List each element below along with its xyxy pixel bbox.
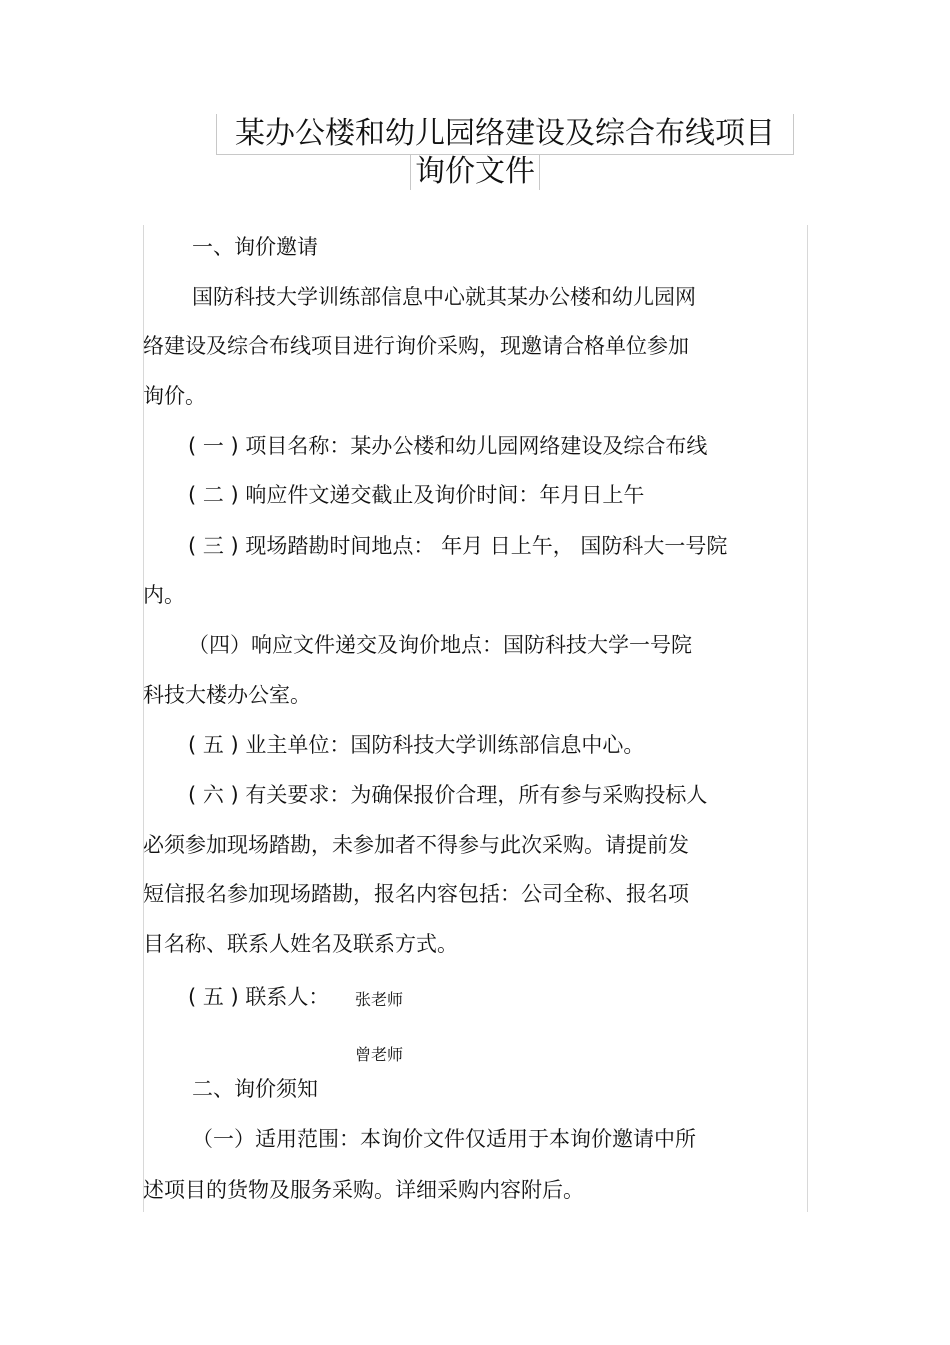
item-owner: ( 五 ) 业主单位：国防科技大学训练部信息中心。 (188, 733, 645, 757)
content-frame (143, 225, 808, 1212)
paragraph-line: 络建设及综合布线项目进行询价采购，现邀请合格单位参加 (143, 334, 689, 358)
paragraph-line: 目名称、联系人姓名及联系方式。 (143, 932, 458, 956)
contact-name: 曾老师 (355, 1045, 404, 1064)
item-requirements: ( 六 ) 有关要求：为确保报价合理，所有参与采购投标人 (188, 783, 708, 807)
item-scope: （一）适用范围：本询价文件仅适用于本询价邀请中所 (192, 1127, 696, 1151)
contact-name: 张老师 (355, 990, 404, 1009)
section-heading-2: 二、询价须知 (192, 1077, 318, 1101)
item-submission-place: （四）响应文件递交及询价地点：国防科技大学一号院 (188, 633, 692, 657)
item-site-visit: ( 三 ) 现场踏勘时间地点： 年月 日上午， 国防科大一号院 (188, 534, 728, 558)
paragraph-line: 国防科技大学训练部信息中心就其某办公楼和幼儿园网 (192, 285, 696, 309)
document-subtitle: 询价文件 (410, 154, 540, 190)
paragraph-line: 科技大楼办公室。 (143, 683, 311, 707)
paragraph-line: 询价。 (143, 384, 206, 408)
item-deadline: ( 二 ) 响应件文递交截止及询价时间：年月日上午 (188, 483, 645, 507)
item-contact-label: ( 五 ) 联系人： (188, 985, 330, 1009)
paragraph-line: 述项目的货物及服务采购。详细采购内容附后。 (143, 1178, 584, 1202)
paragraph-line: 必须参加现场踏勘，未参加者不得参与此次采购。请提前发 (143, 833, 689, 857)
section-heading-1: 一、询价邀请 (192, 235, 318, 259)
document-title: 某办公楼和幼儿园络建设及综合布线项目 (216, 114, 794, 155)
paragraph-line: 内。 (143, 583, 185, 607)
item-project-name: ( 一 ) 项目名称：某办公楼和幼儿园网络建设及综合布线 (188, 434, 708, 458)
paragraph-line: 短信报名参加现场踏勘，报名内容包括：公司全称、报名项 (143, 882, 689, 906)
